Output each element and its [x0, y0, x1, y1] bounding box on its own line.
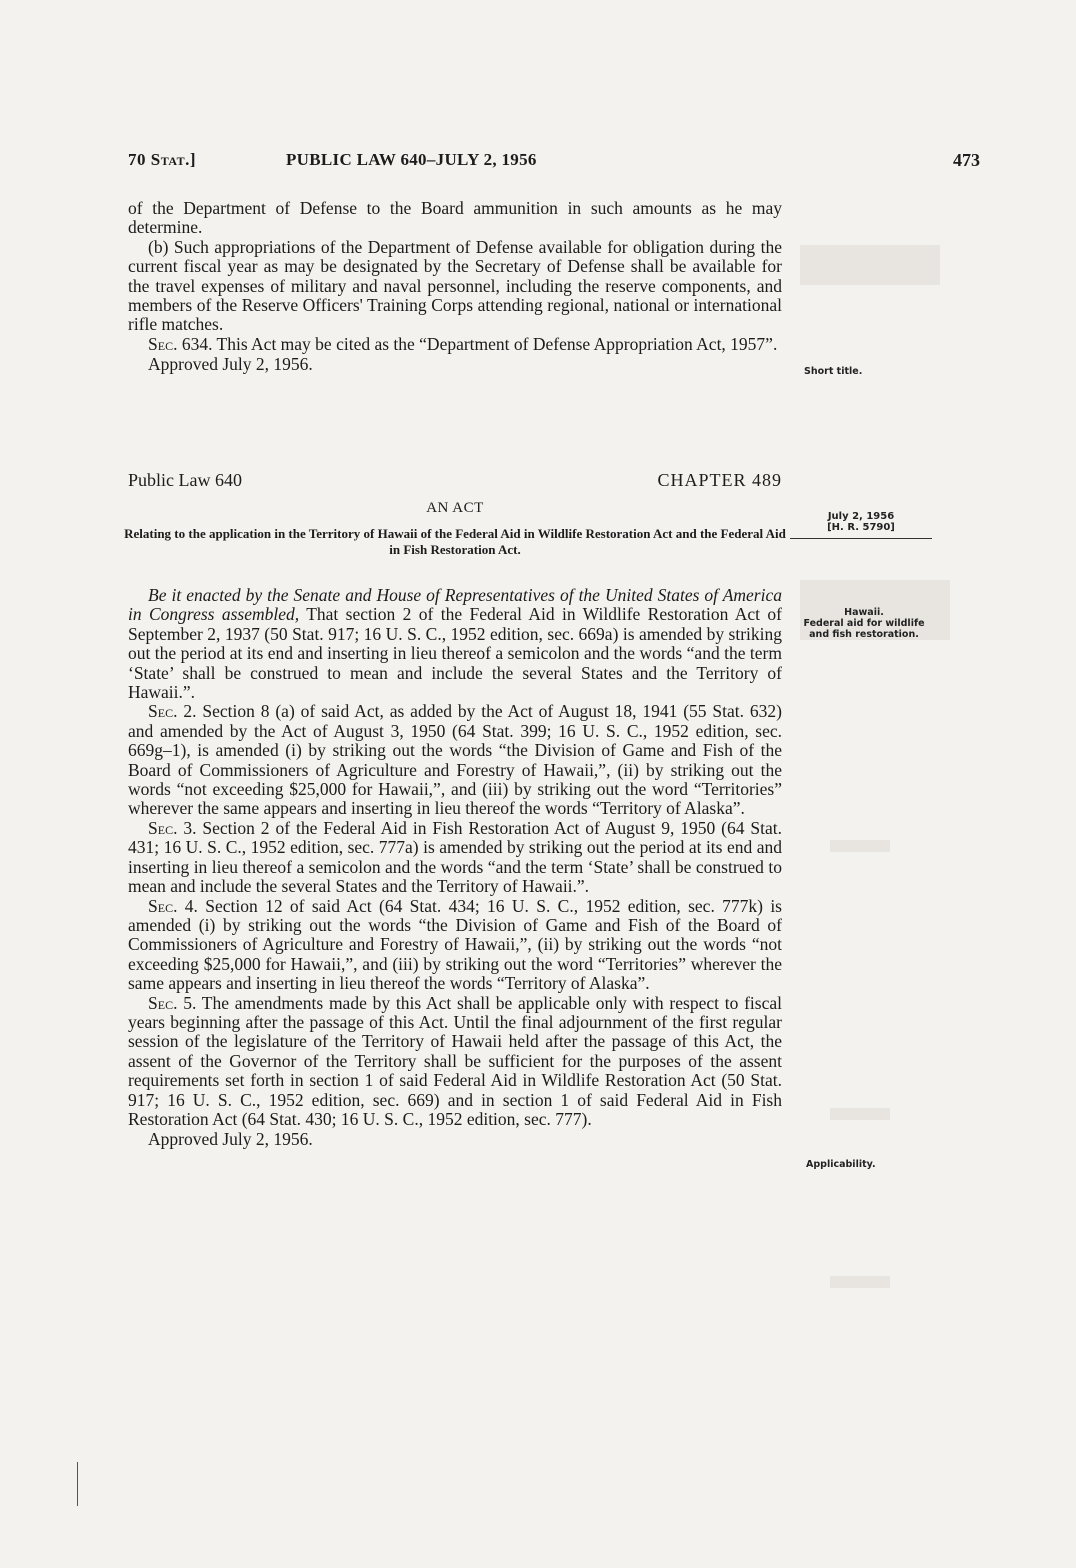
margin-note-hawaii: [794, 607, 934, 640]
section-label: Sec. 634.: [148, 333, 213, 354]
margin-note-subtitle: Federal aid for wildlife and fish restoration.: [803, 618, 925, 640]
margin-note-short-title: Short title.: [804, 366, 863, 377]
act-body: [128, 586, 782, 1149]
law-heading: [128, 470, 782, 494]
margin-note-date: [790, 511, 932, 533]
margin-bill-number: [H. R. 5790]: [827, 522, 895, 533]
section-1: [128, 586, 782, 702]
section-634: [128, 335, 782, 354]
section-2: [128, 702, 782, 818]
chapter-number: CHAPTER 489: [657, 470, 782, 490]
section-5: [128, 994, 782, 1130]
enacting-clause: Be it enacted by the Senate and House of Representatives of the United States of America in Congress assembled,: [128, 585, 782, 625]
margin-note-applicability: Applicability.: [806, 1159, 876, 1170]
section-label: Sec. 2.: [148, 701, 197, 722]
page-number: 473: [953, 150, 980, 170]
margin-date-line: July 2, 1956: [827, 511, 895, 522]
section-label: Sec. 5.: [148, 992, 197, 1013]
section-text: That section 2 of the Federal Aid in Wildlife Restoration Act of September 2, 1937 (50 Stat. 917; 16 U. S. C., 1952 edition, sec. 669a) is amended by striking out the period at its end and inserting in lieu thereof a semicolon and the words “and the term ‘State’ shall be construed to mean and include the several States and the Territory of Hawaii.”.: [128, 604, 782, 703]
section-3: [128, 819, 782, 897]
an-act-heading: AN ACT: [426, 500, 484, 516]
paragraph: of the Department of Defense to the Board ammunition in such amounts as he may determine.: [128, 198, 782, 238]
paragraph: (b) Such appropriations of the Department of Defense available for obligation during the current fiscal year as may be designated by the Secretary of Defense shall be available for the travel expenses of military and naval personnel, including the reserve components, and members of the Reserve Officers' Training Corps attending regional, national or international rifle matches.: [128, 236, 782, 335]
header-volume: 70 Stat.]: [128, 150, 197, 169]
section-text: Section 12 of said Act (64 Stat. 434; 16 U. S. C., 1952 edition, sec. 777k) is amended (i) by striking out the words “the Division of Game and Fish of the Board of Commissioners of Agriculture and Forestry of Hawaii,”, (ii) by striking out the words “not exceeding $25,000 for Hawaii,”, and (iii) by striking out the word “Territories” wherever the same appears and inserting in lieu thereof the words “Territory of Alaska”.: [128, 895, 782, 994]
section-4: [128, 897, 782, 994]
page-header: [128, 150, 980, 174]
section-text: The amendments made by this Act shall be applicable only with respect to fiscal years beginning after the passage of this Act. Until the final adjournment of the first regular session of the legislature of the Territory of Hawaii held after the passage of this Act, the assent of the Governor of the Territory shall be sufficient for the purposes of the assent requirements set forth in section 1 of said Federal Aid in Wildlife Restoration Act (50 Stat. 917; 16 U. S. C., 1952 edition, sec. 669) and in section 1 of said Federal Aid in Fish Restoration Act (64 Stat. 430; 16 U. S. C., 1952 edition, sec. 777).: [128, 992, 782, 1129]
continued-text: [128, 199, 782, 374]
bleed-through-shadow: [830, 1108, 890, 1120]
scan-mark: [77, 1462, 78, 1506]
approved-date: Approved July 2, 1956.: [148, 1129, 313, 1150]
section-text: Section 8 (a) of said Act, as added by the Act of August 18, 1941 (55 Stat. 632) and amended by the Act of August 3, 1950 (64 Stat. 399; 16 U. S. C., 1952 edition, sec. 669g–1), is amended (i) by striking out the words “the Division of Game and Fish of the Board of Commissioners of Agriculture and Forestry of Hawaii,”, (ii) by striking out the words “not exceeding $25,000 for Hawaii,”, and (iii) by striking out the word “Territories” wherever the same appears and inserting in lieu thereof the words “Territory of Alaska”.: [128, 701, 782, 819]
public-law-number: Public Law 640: [128, 470, 242, 490]
section-label: Sec. 3.: [148, 817, 197, 838]
header-title: PUBLIC LAW 640–JULY 2, 1956: [286, 150, 537, 169]
approved-date: Approved July 2, 1956.: [148, 354, 313, 375]
bleed-through-shadow: [830, 1276, 890, 1288]
bleed-through-shadow: [830, 840, 890, 852]
margin-note-title: Hawaii.: [844, 607, 884, 618]
bleed-through-shadow: [800, 245, 940, 285]
margin-rule: [790, 538, 932, 539]
act-purpose: Relating to the application in the Territory of Hawaii of the Federal Aid in Wildlife Restoration Act and the Federal Aid in Fish Restoration Act.: [124, 526, 786, 557]
section-text: This Act may be cited as the “Department of Defense Appropriation Act, 1957”.: [216, 333, 778, 354]
section-text: Section 2 of the Federal Aid in Fish Restoration Act of August 9, 1950 (64 Stat. 431; 16 U. S. C., 1952 edition, sec. 777a) is amended by striking out the period at its end and inserting in lieu thereof a semicolon and the words “and the term ‘State’ shall be construed to mean and include the several States and the Territory of Hawaii.”.: [128, 817, 783, 897]
section-label: Sec. 4.: [148, 895, 198, 916]
